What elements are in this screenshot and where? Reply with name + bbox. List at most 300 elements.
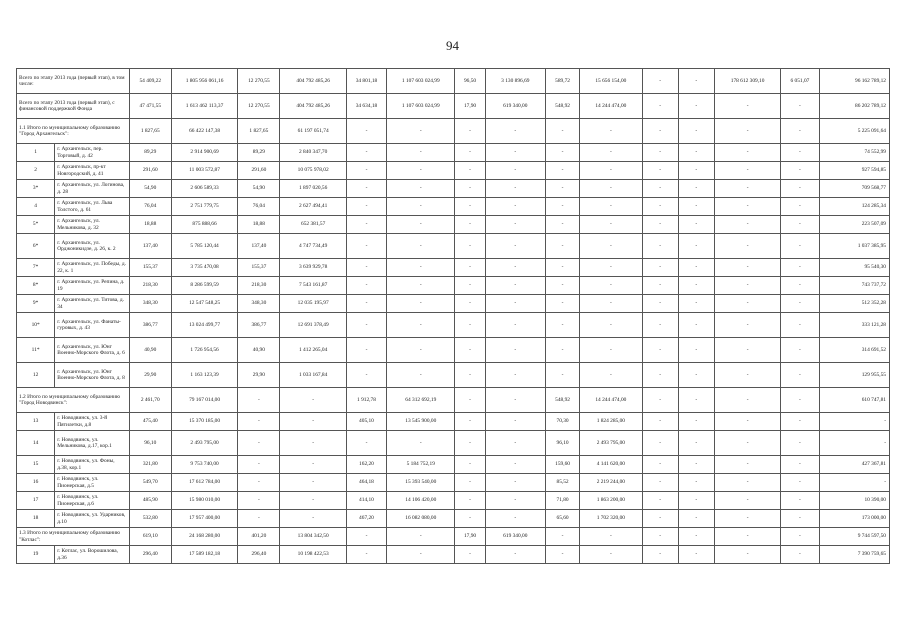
- value-cell: -: [714, 119, 780, 144]
- value-cell: -: [678, 413, 714, 431]
- value-cell: 2 840 347,70: [280, 144, 346, 162]
- value-cell: -: [280, 388, 346, 413]
- table-row: [17, 492, 890, 510]
- value-cell: -: [678, 277, 714, 295]
- value-cell: -: [642, 216, 678, 234]
- value-cell: 386,77: [129, 313, 171, 338]
- value-cell: -: [545, 338, 579, 363]
- value-cell: 2 751 779,75: [171, 198, 237, 216]
- value-cell: -: [238, 413, 280, 431]
- value-cell: -: [642, 313, 678, 338]
- value-cell: -: [346, 431, 386, 456]
- value-cell: 8 286 599,59: [171, 277, 237, 295]
- value-cell: 40,90: [238, 338, 280, 363]
- value-cell: 404 792 485,26: [280, 94, 346, 119]
- value-cell: -: [346, 162, 386, 180]
- value-cell: -: [642, 198, 678, 216]
- value-cell: 1 863 200,00: [580, 492, 642, 510]
- value-cell: -: [455, 144, 485, 162]
- value-cell: -: [455, 234, 485, 259]
- value-cell: -: [485, 216, 545, 234]
- value-cell: -: [642, 144, 678, 162]
- table-row: [17, 510, 890, 528]
- value-cell: -: [678, 234, 714, 259]
- value-cell: -: [455, 162, 485, 180]
- value-cell: -: [678, 162, 714, 180]
- address-cell: г. Архангельск, ул. Юнг Военно-Морского Флота, д. 8: [55, 363, 129, 388]
- address-cell: г. Архангельск, ул. Фанаты-гуровых, д. 43: [55, 313, 129, 338]
- value-cell: -: [580, 162, 642, 180]
- value-cell: 532,80: [129, 510, 171, 528]
- value-cell: 47 471,55: [129, 94, 171, 119]
- value-cell: -: [580, 546, 642, 564]
- page-number: 94: [446, 38, 459, 53]
- value-cell: -: [545, 119, 579, 144]
- value-cell: -: [580, 180, 642, 198]
- value-cell: -: [455, 216, 485, 234]
- value-cell: 512 352,28: [819, 295, 889, 313]
- value-cell: 18,88: [129, 216, 171, 234]
- value-cell: -: [485, 259, 545, 277]
- value-cell: 2 627 494,41: [280, 198, 346, 216]
- value-cell: 414,10: [346, 492, 386, 510]
- value-cell: -: [580, 277, 642, 295]
- value-cell: 17,90: [455, 528, 485, 546]
- value-cell: -: [346, 198, 386, 216]
- value-cell: -: [545, 234, 579, 259]
- value-cell: 12 547 548,25: [171, 295, 237, 313]
- value-cell: -: [485, 363, 545, 388]
- row-number-cell: 7*: [17, 259, 55, 277]
- value-cell: 96,50: [455, 69, 485, 94]
- value-cell: -: [678, 431, 714, 456]
- value-cell: 10 075 978,02: [280, 162, 346, 180]
- value-cell: -: [678, 180, 714, 198]
- value-cell: -: [346, 546, 386, 564]
- value-cell: -: [781, 216, 819, 234]
- group-label-cell: Всего по этапу 2013 года (первый этап), в том числе:: [17, 69, 130, 94]
- value-cell: -: [387, 259, 455, 277]
- value-cell: -: [280, 456, 346, 474]
- value-cell: 1 163 123,39: [171, 363, 237, 388]
- value-cell: 2 606 589,33: [171, 180, 237, 198]
- table-row: [17, 198, 890, 216]
- value-cell: 1 412 265,04: [280, 338, 346, 363]
- value-cell: 54 409,22: [129, 69, 171, 94]
- value-cell: -: [387, 546, 455, 564]
- value-cell: 548,92: [545, 94, 579, 119]
- value-cell: 155,37: [129, 259, 171, 277]
- value-cell: -: [819, 431, 889, 456]
- value-cell: 1 912,78: [346, 388, 386, 413]
- value-cell: -: [545, 528, 579, 546]
- total-row: [17, 94, 890, 119]
- value-cell: -: [580, 234, 642, 259]
- value-cell: -: [485, 431, 545, 456]
- value-cell: -: [781, 528, 819, 546]
- value-cell: -: [781, 546, 819, 564]
- address-cell: г. Новодвинск, ул. Мельникова, д.17, кор.1: [55, 431, 129, 456]
- value-cell: -: [545, 546, 579, 564]
- value-cell: 15 656 154,00: [580, 69, 642, 94]
- row-number-cell: 4: [17, 198, 55, 216]
- value-cell: -: [781, 363, 819, 388]
- value-cell: -: [485, 474, 545, 492]
- value-cell: -: [346, 234, 386, 259]
- total-row: [17, 69, 890, 94]
- value-cell: -: [580, 528, 642, 546]
- value-cell: 2 461,70: [129, 388, 171, 413]
- value-cell: -: [781, 198, 819, 216]
- value-cell: -: [678, 259, 714, 277]
- value-cell: 34 801,18: [346, 69, 386, 94]
- value-cell: -: [714, 94, 780, 119]
- table-row: [17, 277, 890, 295]
- value-cell: 291,60: [238, 162, 280, 180]
- value-cell: -: [346, 313, 386, 338]
- value-cell: -: [781, 295, 819, 313]
- value-cell: -: [485, 234, 545, 259]
- row-number-cell: 16: [17, 474, 55, 492]
- value-cell: -: [485, 456, 545, 474]
- row-number-cell: 1: [17, 144, 55, 162]
- value-cell: -: [455, 295, 485, 313]
- value-cell: 13 024 499,77: [171, 313, 237, 338]
- value-cell: 223 507,09: [819, 216, 889, 234]
- value-cell: -: [545, 180, 579, 198]
- value-cell: 24 168 280,00: [171, 528, 237, 546]
- value-cell: 291,60: [129, 162, 171, 180]
- value-cell: -: [642, 94, 678, 119]
- value-cell: -: [455, 431, 485, 456]
- value-cell: -: [642, 69, 678, 94]
- row-number-cell: 6*: [17, 234, 55, 259]
- value-cell: 10 390,00: [819, 492, 889, 510]
- value-cell: -: [387, 162, 455, 180]
- value-cell: -: [642, 277, 678, 295]
- value-cell: 743 737,72: [819, 277, 889, 295]
- value-cell: -: [714, 546, 780, 564]
- value-cell: -: [387, 363, 455, 388]
- value-cell: -: [781, 431, 819, 456]
- value-cell: 464,18: [346, 474, 386, 492]
- value-cell: 89,29: [129, 144, 171, 162]
- value-cell: 74 552,99: [819, 144, 889, 162]
- value-cell: -: [346, 338, 386, 363]
- value-cell: -: [642, 234, 678, 259]
- value-cell: 589,72: [545, 69, 579, 94]
- value-cell: 173 000,00: [819, 510, 889, 528]
- value-cell: -: [714, 277, 780, 295]
- data-table: [16, 68, 890, 564]
- value-cell: -: [387, 198, 455, 216]
- value-cell: -: [714, 259, 780, 277]
- value-cell: -: [714, 162, 780, 180]
- row-number-cell: 14: [17, 431, 55, 456]
- value-cell: 85,52: [545, 474, 579, 492]
- value-cell: -: [455, 180, 485, 198]
- value-cell: -: [238, 456, 280, 474]
- value-cell: 29,90: [129, 363, 171, 388]
- value-cell: 1 726 954,56: [171, 338, 237, 363]
- value-cell: -: [781, 338, 819, 363]
- value-cell: -: [678, 119, 714, 144]
- value-cell: 10 198 422,53: [280, 546, 346, 564]
- value-cell: 7 390 759,65: [819, 546, 889, 564]
- value-cell: 162,20: [346, 456, 386, 474]
- value-cell: 1 827,65: [238, 119, 280, 144]
- value-cell: -: [545, 198, 579, 216]
- row-number-cell: 19: [17, 546, 55, 564]
- value-cell: -: [678, 69, 714, 94]
- value-cell: -: [781, 119, 819, 144]
- value-cell: -: [714, 492, 780, 510]
- value-cell: -: [714, 510, 780, 528]
- address-cell: г. Архангельск, ул. Мельникова, д. 32: [55, 216, 129, 234]
- value-cell: 5 785 120,44: [171, 234, 237, 259]
- value-cell: 619 340,00: [485, 94, 545, 119]
- value-cell: -: [714, 474, 780, 492]
- value-cell: 129 955,55: [819, 363, 889, 388]
- value-cell: -: [678, 528, 714, 546]
- value-cell: 321,80: [129, 456, 171, 474]
- value-cell: -: [280, 492, 346, 510]
- value-cell: -: [642, 338, 678, 363]
- value-cell: 652 381,57: [280, 216, 346, 234]
- value-cell: -: [678, 474, 714, 492]
- value-cell: -: [678, 492, 714, 510]
- value-cell: -: [642, 510, 678, 528]
- value-cell: 467,20: [346, 510, 386, 528]
- row-number-cell: 10*: [17, 313, 55, 338]
- value-cell: -: [280, 510, 346, 528]
- table-row: [17, 413, 890, 431]
- value-cell: 296,40: [129, 546, 171, 564]
- value-cell: 1 897 020,56: [280, 180, 346, 198]
- value-cell: 29,90: [238, 363, 280, 388]
- value-cell: 17,90: [455, 94, 485, 119]
- value-cell: -: [781, 162, 819, 180]
- value-cell: 875 888,66: [171, 216, 237, 234]
- value-cell: -: [545, 216, 579, 234]
- value-cell: 296,40: [238, 546, 280, 564]
- value-cell: 15 393 540,00: [387, 474, 455, 492]
- value-cell: -: [545, 162, 579, 180]
- value-cell: -: [346, 144, 386, 162]
- value-cell: 89,29: [238, 144, 280, 162]
- address-cell: г. Архангельск, ул. Орджоникидзе, д. 26, к. 2: [55, 234, 129, 259]
- value-cell: 4 141 620,00: [580, 456, 642, 474]
- value-cell: -: [819, 474, 889, 492]
- value-cell: -: [642, 180, 678, 198]
- value-cell: 40,90: [129, 338, 171, 363]
- value-cell: -: [678, 363, 714, 388]
- value-cell: 1 824 285,00: [580, 413, 642, 431]
- value-cell: -: [642, 162, 678, 180]
- value-cell: -: [678, 338, 714, 363]
- value-cell: 333 121,28: [819, 313, 889, 338]
- value-cell: -: [580, 363, 642, 388]
- value-cell: -: [714, 338, 780, 363]
- value-cell: 405,10: [346, 413, 386, 431]
- value-cell: -: [387, 338, 455, 363]
- table-row: [17, 363, 890, 388]
- value-cell: 64 312 692,19: [387, 388, 455, 413]
- table-row: [17, 546, 890, 564]
- address-cell: г. Архангельск, ул. Юнг Военно-Морского Флота, д. 6: [55, 338, 129, 363]
- value-cell: -: [580, 295, 642, 313]
- value-cell: -: [545, 259, 579, 277]
- row-number-cell: 3*: [17, 180, 55, 198]
- value-cell: 18,88: [238, 216, 280, 234]
- value-cell: -: [678, 546, 714, 564]
- value-cell: -: [781, 277, 819, 295]
- table-row: [17, 431, 890, 456]
- value-cell: 137,40: [238, 234, 280, 259]
- value-cell: 2 493 795,00: [171, 431, 237, 456]
- address-cell: г. Новодвинск, ул. 3-й Пятилетки, д.8: [55, 413, 129, 431]
- value-cell: 14 244 474,00: [580, 94, 642, 119]
- value-cell: 5 184 752,19: [387, 456, 455, 474]
- value-cell: -: [678, 144, 714, 162]
- value-cell: 95 540,30: [819, 259, 889, 277]
- value-cell: -: [387, 528, 455, 546]
- table-row: [17, 313, 890, 338]
- value-cell: -: [346, 363, 386, 388]
- value-cell: -: [642, 528, 678, 546]
- value-cell: 15 370 185,00: [171, 413, 237, 431]
- value-cell: -: [455, 492, 485, 510]
- value-cell: -: [781, 259, 819, 277]
- value-cell: -: [714, 144, 780, 162]
- value-cell: 61 197 051,74: [280, 119, 346, 144]
- value-cell: -: [781, 180, 819, 198]
- value-cell: -: [714, 413, 780, 431]
- value-cell: -: [485, 198, 545, 216]
- value-cell: 709 568,77: [819, 180, 889, 198]
- value-cell: -: [642, 259, 678, 277]
- value-cell: -: [387, 144, 455, 162]
- row-number-cell: 17: [17, 492, 55, 510]
- value-cell: 2 493 795,00: [580, 431, 642, 456]
- row-number-cell: 18: [17, 510, 55, 528]
- table-row: [17, 234, 890, 259]
- value-cell: -: [781, 94, 819, 119]
- value-cell: 70,30: [545, 413, 579, 431]
- value-cell: -: [580, 198, 642, 216]
- value-cell: 17 612 784,00: [171, 474, 237, 492]
- value-cell: -: [387, 431, 455, 456]
- value-cell: 17 957 400,00: [171, 510, 237, 528]
- value-cell: -: [642, 295, 678, 313]
- value-cell: -: [580, 259, 642, 277]
- value-cell: -: [238, 510, 280, 528]
- value-cell: 76,04: [129, 198, 171, 216]
- value-cell: -: [455, 259, 485, 277]
- value-cell: -: [387, 216, 455, 234]
- value-cell: -: [485, 492, 545, 510]
- value-cell: 1 805 956 061,16: [171, 69, 237, 94]
- value-cell: 9 744 597,50: [819, 528, 889, 546]
- value-cell: -: [485, 295, 545, 313]
- value-cell: -: [455, 546, 485, 564]
- value-cell: 96 162 789,12: [819, 69, 889, 94]
- value-cell: -: [387, 313, 455, 338]
- value-cell: 485,90: [129, 492, 171, 510]
- value-cell: -: [714, 295, 780, 313]
- value-cell: 475,40: [129, 413, 171, 431]
- row-number-cell: 9*: [17, 295, 55, 313]
- address-cell: г. Новодвинск, ул. Пионерская, д.5: [55, 474, 129, 492]
- value-cell: -: [781, 474, 819, 492]
- value-cell: -: [485, 144, 545, 162]
- value-cell: -: [714, 234, 780, 259]
- value-cell: -: [642, 413, 678, 431]
- value-cell: -: [580, 119, 642, 144]
- table-row: [17, 338, 890, 363]
- value-cell: 15 980 010,00: [171, 492, 237, 510]
- value-cell: 9 753 740,00: [171, 456, 237, 474]
- value-cell: -: [238, 474, 280, 492]
- value-cell: -: [678, 388, 714, 413]
- value-cell: -: [455, 363, 485, 388]
- value-cell: 427 367,81: [819, 456, 889, 474]
- value-cell: -: [642, 546, 678, 564]
- value-cell: -: [545, 277, 579, 295]
- value-cell: -: [455, 313, 485, 338]
- value-cell: -: [781, 388, 819, 413]
- value-cell: 54,90: [129, 180, 171, 198]
- value-cell: -: [455, 474, 485, 492]
- value-cell: 3 735 470,08: [171, 259, 237, 277]
- value-cell: -: [580, 338, 642, 363]
- value-cell: -: [781, 144, 819, 162]
- value-cell: 86 202 789,12: [819, 94, 889, 119]
- value-cell: 12 270,55: [238, 69, 280, 94]
- value-cell: -: [545, 295, 579, 313]
- address-cell: г. Архангельск, пер. Торговый, д. 42: [55, 144, 129, 162]
- value-cell: 16 082 080,00: [387, 510, 455, 528]
- value-cell: -: [485, 413, 545, 431]
- address-cell: г. Котлас, ул. Ворошилова, д.36: [55, 546, 129, 564]
- value-cell: -: [714, 313, 780, 338]
- value-cell: 927 594,85: [819, 162, 889, 180]
- value-cell: -: [280, 431, 346, 456]
- value-cell: -: [485, 338, 545, 363]
- value-cell: -: [642, 363, 678, 388]
- value-cell: -: [714, 216, 780, 234]
- value-cell: -: [280, 413, 346, 431]
- value-cell: 3 130 896,69: [485, 69, 545, 94]
- value-cell: -: [678, 295, 714, 313]
- value-cell: -: [714, 388, 780, 413]
- value-cell: -: [346, 528, 386, 546]
- table-row: [17, 180, 890, 198]
- group-label-cell: 1.2 Итого по муниципальному образованию "Город Новодвинск":: [17, 388, 130, 413]
- value-cell: -: [714, 363, 780, 388]
- value-cell: 76,04: [238, 198, 280, 216]
- value-cell: 11 003 572,87: [171, 162, 237, 180]
- value-cell: 159,60: [545, 456, 579, 474]
- value-cell: 548,92: [545, 388, 579, 413]
- value-cell: -: [455, 413, 485, 431]
- value-cell: 13 804 342,50: [280, 528, 346, 546]
- total-row: [17, 388, 890, 413]
- value-cell: -: [678, 456, 714, 474]
- value-cell: 3 639 929,78: [280, 259, 346, 277]
- address-cell: г. Архангельск, пр-кт Новгородский, д. 41: [55, 162, 129, 180]
- value-cell: 549,70: [129, 474, 171, 492]
